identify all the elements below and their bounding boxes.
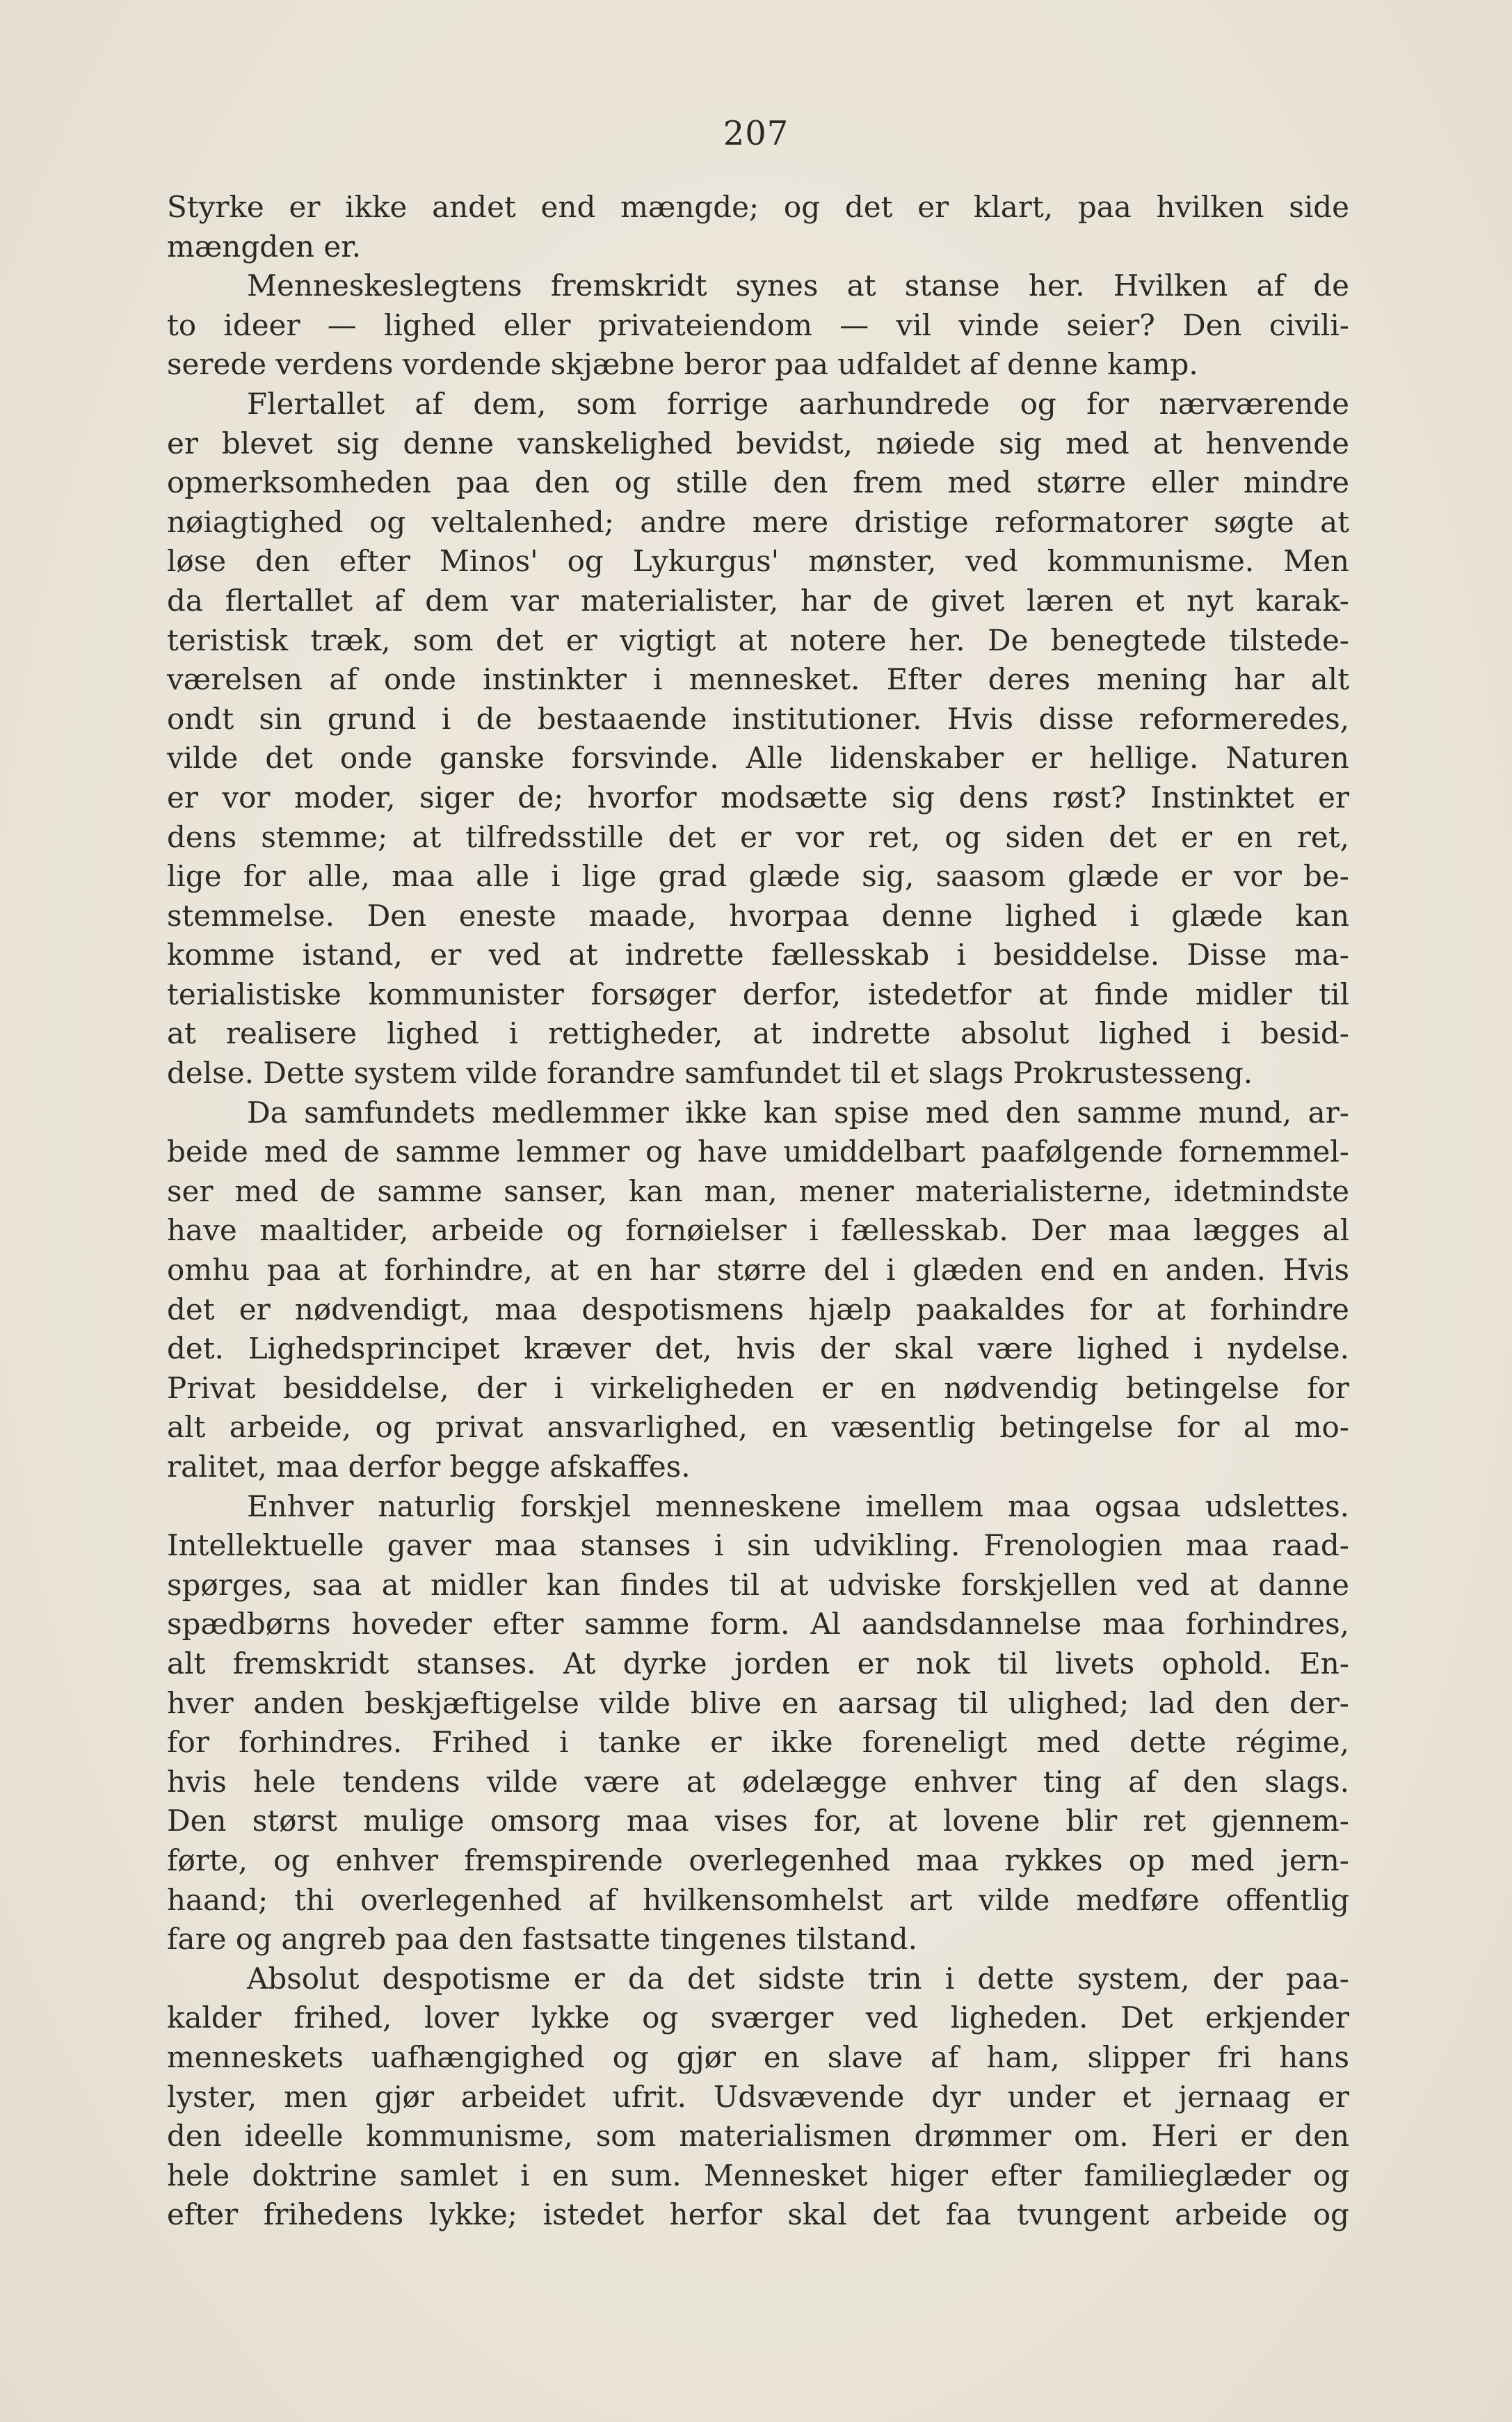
text-line: have maaltider, arbeide og fornøielser i fællesskab. Der maa lægges al bbox=[167, 1213, 1349, 1248]
text-line: dens stemme; at tilfredsstille det er vor ret, og siden det er en ret, bbox=[167, 819, 1349, 854]
text-line: alt arbeide, og privat ansvarlighed, en væsentlig betingelse for al mo- bbox=[167, 1410, 1349, 1445]
text-line: Flertallet af dem, som forrige aarhundrede og for nærværende bbox=[247, 386, 1349, 421]
text-line: terialistiske kommunister forsøger derfor, istedetfor at finde midler til bbox=[167, 977, 1349, 1011]
text-line: førte, og enhver fremspirende overlegenhed maa rykkes op med jern- bbox=[167, 1843, 1349, 1877]
text-line: opmerksomheden paa den og stille den frem med større eller mindre bbox=[167, 465, 1349, 500]
text-line: alt fremskridt stanses. At dyrke jorden er nok til livets ophold. En- bbox=[167, 1646, 1349, 1681]
text-line: at realisere lighed i rettigheder, at indrette absolut lighed i besid- bbox=[167, 1016, 1349, 1051]
text-line: mængden er. bbox=[167, 229, 362, 264]
text-line: værelsen af onde instinkter i mennesket. Efter deres mening har alt bbox=[167, 662, 1349, 697]
text-line: beide med de samme lemmer og have umiddelbart paafølgende fornemmel- bbox=[167, 1134, 1349, 1169]
text-line: stemmelse. Den eneste maade, hvorpaa denne lighed i glæde kan bbox=[167, 898, 1349, 933]
text-line: lige for alle, maa alle i lige grad glæde sig, saasom glæde er vor be- bbox=[167, 859, 1349, 894]
text-line: Den størst mulige omsorg maa vises for, at lovene blir ret gjennem- bbox=[167, 1804, 1349, 1838]
text-line: er blevet sig denne vanskelighed bevidst, nøiede sig med at henvende bbox=[167, 426, 1349, 460]
text-line: ondt sin grund i de bestaaende institutioner. Hvis disse reformeredes, bbox=[167, 701, 1349, 736]
text-line: ralitet, maa derfor begge afskaffes. bbox=[167, 1450, 691, 1484]
text-line: teristisk træk, som det er vigtigt at notere her. De benegtede tilstede- bbox=[167, 623, 1349, 657]
text-line: delse. Dette system vilde forandre samfundet til et slags Prokrustesseng. bbox=[167, 1056, 1253, 1091]
text-line: løse den efter Minos' og Lykurgus' mønster, ved kommunisme. Men bbox=[167, 544, 1349, 579]
text-line: Absolut despotisme er da det sidste trin i dette system, der paa- bbox=[247, 1961, 1349, 1996]
text-line: komme istand, er ved at indrette fællesskab i besiddelse. Disse ma- bbox=[167, 938, 1349, 972]
text-line: to ideer — lighed eller privateiendom — vil vinde seier? Den civili- bbox=[167, 307, 1349, 342]
text-line: Intellektuelle gaver maa stanses i sin udvikling. Frenologien maa raad- bbox=[167, 1528, 1349, 1563]
text-line: menneskets uafhængighed og gjør en slave af ham, slipper fri hans bbox=[167, 2039, 1349, 2074]
text-line: omhu paa at forhindre, at en har større del i glæden end en anden. Hvis bbox=[167, 1253, 1349, 1288]
text-line: fare og angreb paa den fastsatte tingenes tilstand. bbox=[167, 1922, 917, 1957]
text-line: Enhver naturlig forskjel menneskene imellem maa ogsaa udslettes. bbox=[247, 1489, 1349, 1523]
text-line: vilde det onde ganske forsvinde. Alle lidenskaber er hellige. Naturen bbox=[167, 741, 1349, 776]
text-line: serede verdens vordende skjæbne beror paa udfaldet af denne kamp. bbox=[167, 347, 1198, 382]
text-line: Privat besiddelse, der i virkeligheden er en nødvendig betingelse for bbox=[167, 1370, 1349, 1405]
text-line: spædbørns hoveder efter samme form. Al aandsdannelse maa forhindres, bbox=[167, 1607, 1349, 1642]
text-line: Styrke er ikke andet end mængde; og det er klart, paa hvilken side bbox=[167, 190, 1349, 224]
text-line: det. Lighedsprincipet kræver det, hvis der skal være lighed i nydelse. bbox=[167, 1331, 1349, 1366]
text-line: kalder frihed, lover lykke og sværger ved ligheden. Det erkjender bbox=[167, 2000, 1349, 2035]
text-line: er vor moder, siger de; hvorfor modsætte sig dens røst? Instinktet er bbox=[167, 780, 1349, 815]
text-line: hele doktrine samlet i en sum. Mennesket higer efter familieglæder og bbox=[167, 2158, 1349, 2192]
text-line: hvis hele tendens vilde være at ødelægge enhver ting af den slags. bbox=[167, 1764, 1349, 1799]
text-line: ser med de samme sanser, kan man, mener materialisterne, idetmindste bbox=[167, 1173, 1349, 1208]
text-line: den ideelle kommunisme, som materialismen drømmer om. Heri er den bbox=[167, 2119, 1349, 2154]
text-line: nøiagtighed og veltalenhed; andre mere dristige reformatorer søgte at bbox=[167, 504, 1349, 539]
text-line: Da samfundets medlemmer ikke kan spise med den samme mund, ar- bbox=[247, 1095, 1349, 1130]
text-line: efter frihedens lykke; istedet herfor skal det faa tvungent arbeide og bbox=[167, 2197, 1349, 2232]
text-line: spørges, saa at midler kan findes til at udviske forskjellen ved at danne bbox=[167, 1567, 1349, 1602]
text-line: Menneskeslegtens fremskridt synes at stanse her. Hvilken af de bbox=[247, 268, 1349, 303]
page-number: 207 bbox=[723, 114, 789, 153]
text-line: lyster, men gjør arbeidet ufrit. Udsvævende dyr under et jernaag er bbox=[167, 2079, 1349, 2114]
text-line: haand; thi overlegenhed af hvilkensomhelst art vilde medføre offentlig bbox=[167, 1882, 1349, 1917]
text-line: hver anden beskjæftigelse vilde blive en aarsag til ulighed; lad den der- bbox=[167, 1685, 1349, 1720]
text-line: da flertallet af dem var materialister, har de givet læren et nyt karak- bbox=[167, 583, 1349, 618]
text-line: det er nødvendigt, maa despotismens hjælp paakaldes for at forhindre bbox=[167, 1292, 1349, 1326]
text-line: for forhindres. Frihed i tanke er ikke foreneligt med dette régime, bbox=[167, 1725, 1349, 1760]
body-text bbox=[167, 188, 1349, 2235]
